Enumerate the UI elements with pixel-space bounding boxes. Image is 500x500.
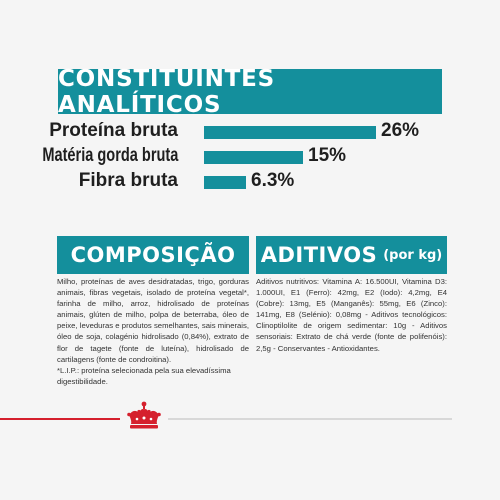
analytic-label: Fibra bruta: [78, 170, 178, 191]
brand-divider-grey: [168, 418, 452, 420]
composition-note: *L.I.P.: proteína selecionada pela sua elevadíssima digestibilidade.: [57, 365, 231, 386]
analytic-row-fat: [40, 145, 460, 169]
analytic-bar: [204, 176, 246, 189]
composition-text-block: [57, 276, 249, 387]
analytics-banner: [58, 65, 442, 118]
analytic-bar: [204, 126, 376, 139]
additives-text-block: [256, 276, 447, 354]
analytic-label: Matéria gorda bruta: [41, 145, 178, 166]
composition-title: COMPOSIÇÃO: [70, 243, 236, 267]
composition-text: Milho, proteínas de aves desidratadas, trigo, gorduras animais, fibras vegetais, isolado de proteína vegetal*, farinha de milho, arroz, hidrolisado de proteínas animais, glúten de milho, polpa de beterraba, óleo de peixe, leveduras e produtos semelhantes, sais minerais, óleo de soja, colagénio hidrolisado (0,84%), extrato de flor de tagete (fonte de luteína), hidrolisado de cartilagens (fonte de condroitina).: [57, 277, 249, 364]
additives-header: [256, 236, 447, 274]
analytic-row-protein: [40, 120, 460, 144]
composition-header: [57, 236, 249, 274]
analytic-value: 15%: [308, 145, 347, 166]
analytic-label: Proteína bruta: [49, 120, 178, 141]
analytic-row-fiber: [40, 170, 460, 194]
royal-canin-crown-icon: [123, 400, 165, 434]
analytics-title: CONSTITUINTES ANALÍTICOS: [58, 65, 276, 118]
additives-subtitle: (por kg): [383, 247, 443, 263]
additives-title: ADITIVOS: [260, 243, 378, 267]
analytic-value: 6.3%: [251, 170, 295, 191]
analytic-value: 26%: [381, 120, 420, 141]
additives-text: Aditivos nutritivos: Vitamina A: 16.500UI, Vitamina D3: 1.000UI, E1 (Ferro): 42mg, E2 (Iodo): 4,2mg, E4 (Cobre): 13mg, E5 (Manganês): 55mg, E6 (Zinco): 141mg, E8 (Selénio): 0,08mg - Aditivos tecnológicos: Clinoptilolite de origem sedimentar: 10g - Aditivos sensoriais: Extrato de chá verde (fonte de polifenóis): 2,5g - Conservantes - Antioxidantes.: [256, 277, 447, 353]
analytic-bar: [204, 151, 303, 164]
brand-divider-red: [0, 418, 120, 420]
